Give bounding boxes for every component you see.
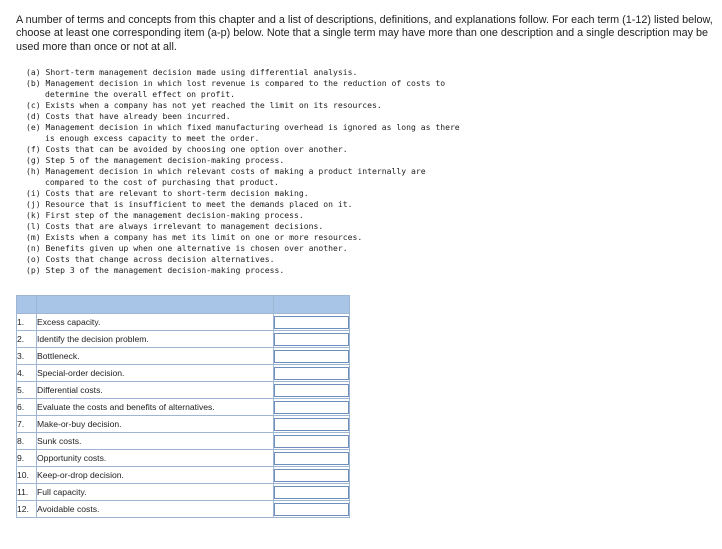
answer-input[interactable] (274, 452, 349, 465)
description-item: (p) Step 3 of the management decision-making process. (26, 265, 285, 275)
description-list (26, 67, 460, 276)
table-row (17, 365, 350, 382)
answer-cell (274, 450, 350, 467)
term-number: 3. (17, 348, 37, 365)
answer-input[interactable] (274, 418, 349, 431)
term-label: Make-or-buy decision. (37, 416, 274, 433)
description-item-continuation: is enough excess capacity to meet the order. (45, 133, 260, 143)
instructions-text: A number of terms and concepts from this chapter and a list of descriptions, definitions, and explanations follow. For each term (1-12) listed below, choose at least one corresponding item (a-p) below. Note that a single term may have more than one description and a single description may be used more than once or not at all. (16, 14, 713, 53)
description-item: (a) Short-term management decision made using differential analysis. (26, 67, 358, 77)
answer-cell (274, 331, 350, 348)
answer-cell (274, 467, 350, 484)
table-row (17, 433, 350, 450)
answer-cell (274, 382, 350, 399)
table-row (17, 314, 350, 331)
term-number: 8. (17, 433, 37, 450)
term-label: Bottleneck. (37, 348, 274, 365)
table-row (17, 467, 350, 484)
term-label: Excess capacity. (37, 314, 274, 331)
term-number: 5. (17, 382, 37, 399)
description-item: (m) Exists when a company has met its limit on one or more resources. (26, 232, 363, 242)
description-item: (b) Management decision in which lost revenue is compared to the reduction of costs to (26, 78, 446, 88)
description-item: (c) Exists when a company has not yet reached the limit on its resources. (26, 100, 382, 110)
description-item: (o) Costs that change across decision alternatives. (26, 254, 275, 264)
term-number: 10. (17, 467, 37, 484)
term-number: 9. (17, 450, 37, 467)
description-item-continuation: determine the overall effect on profit. (45, 89, 236, 99)
description-item: (i) Costs that are relevant to short-term decision making. (26, 188, 309, 198)
term-label: Sunk costs. (37, 433, 274, 450)
term-label: Opportunity costs. (37, 450, 274, 467)
answer-input[interactable] (274, 384, 349, 397)
term-number: 11. (17, 484, 37, 501)
answer-cell (274, 365, 350, 382)
header-answer (274, 296, 350, 314)
term-label: Special-order decision. (37, 365, 274, 382)
table-row (17, 399, 350, 416)
description-item: (n) Benefits given up when one alternative is chosen over another. (26, 243, 348, 253)
term-number: 1. (17, 314, 37, 331)
header-term (37, 296, 274, 314)
description-item: (h) Management decision in which relevant costs of making a product internally are (26, 166, 426, 176)
term-number: 4. (17, 365, 37, 382)
answer-cell (274, 399, 350, 416)
table-header-row (17, 296, 350, 314)
answer-cell (274, 348, 350, 365)
table-row (17, 348, 350, 365)
term-label: Avoidable costs. (37, 501, 274, 518)
table-row (17, 382, 350, 399)
description-item: (l) Costs that are always irrelevant to management decisions. (26, 221, 324, 231)
term-number: 2. (17, 331, 37, 348)
description-item: (k) First step of the management decision-making process. (26, 210, 304, 220)
term-number: 12. (17, 501, 37, 518)
matching-table (16, 295, 350, 518)
table-row (17, 484, 350, 501)
table-row (17, 331, 350, 348)
answer-input[interactable] (274, 367, 349, 380)
answer-input[interactable] (274, 316, 349, 329)
answer-input[interactable] (274, 469, 349, 482)
term-number: 6. (17, 399, 37, 416)
answer-input[interactable] (274, 333, 349, 346)
description-item: (j) Resource that is insufficient to meet the demands placed on it. (26, 199, 353, 209)
answer-input[interactable] (274, 486, 349, 499)
description-item-continuation: compared to the cost of purchasing that product. (45, 177, 279, 187)
term-label: Identify the decision problem. (37, 331, 274, 348)
term-number: 7. (17, 416, 37, 433)
term-label: Keep-or-drop decision. (37, 467, 274, 484)
header-number (17, 296, 37, 314)
answer-cell (274, 501, 350, 518)
table-row (17, 416, 350, 433)
table-row (17, 501, 350, 518)
answer-cell (274, 416, 350, 433)
description-item: (g) Step 5 of the management decision-making process. (26, 155, 285, 165)
answer-cell (274, 314, 350, 331)
description-item: (e) Management decision in which fixed manufacturing overhead is ignored as long as there (26, 122, 460, 132)
term-label: Differential costs. (37, 382, 274, 399)
answer-cell (274, 433, 350, 450)
answer-input[interactable] (274, 435, 349, 448)
table-row (17, 450, 350, 467)
answer-input[interactable] (274, 350, 349, 363)
answer-input[interactable] (274, 503, 349, 516)
term-label: Full capacity. (37, 484, 274, 501)
description-item: (d) Costs that have already been incurred. (26, 111, 231, 121)
answer-cell (274, 484, 350, 501)
term-label: Evaluate the costs and benefits of alternatives. (37, 399, 274, 416)
answer-input[interactable] (274, 401, 349, 414)
description-item: (f) Costs that can be avoided by choosing one option over another. (26, 144, 348, 154)
